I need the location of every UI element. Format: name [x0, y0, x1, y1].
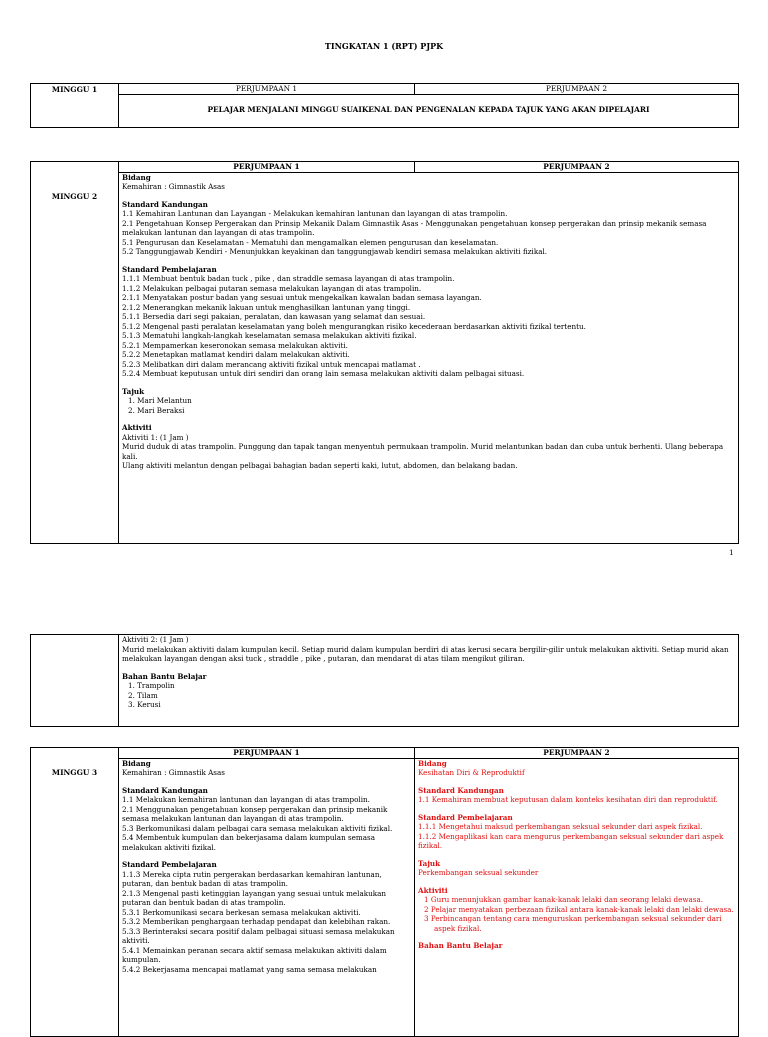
page-number: 1 — [729, 548, 734, 557]
list-item: Perkembangan seksual sekunder — [418, 868, 539, 878]
tajuk-section — [418, 859, 735, 878]
session-2-header: PERJUMPAAN 2 — [415, 748, 739, 759]
list-item: 2. Tilam — [128, 690, 158, 700]
week-label: MINGGU 2 — [31, 162, 119, 544]
standard-kandungan-heading: Standard Kandungan — [418, 785, 504, 795]
list-item: 1.1.3 Mereka cipta rutin pergerakan berdasarkan kemahiran lantunan, putaran, dan bentuk badan di atas trampolin. — [122, 869, 382, 889]
week3-table — [30, 747, 739, 1037]
session-1-content — [119, 758, 415, 1036]
standard-pembelajaran-section — [122, 860, 411, 974]
list-item: 5.1.1 Bersedia dari segi pakaian, peralatan, dan kawasan yang selamat dan sesuai. — [122, 312, 426, 322]
list-item: 1.1.2 Mengaplikasi kan cara mengurus perkembangan seksual sekunder dari aspek fizikal. — [418, 831, 724, 851]
week-label: MINGGU 1 — [31, 84, 119, 128]
list-item: 3 Perbincangan tentang cara menguruskan perkembangan seksual sekunder dari aspek fizikal. — [424, 914, 722, 933]
standard-kandungan-section — [122, 786, 411, 853]
bidang-heading: Bidang — [122, 758, 151, 768]
list-item: 2 Pelajar menyatakan perbezaan fizikal antara kanak-kanak lelaki dan lelaki dewasa. — [424, 904, 734, 914]
aktiviti-line: Aktiviti 2: (1 Jam ) — [122, 635, 189, 644]
week-cell-empty — [31, 635, 119, 727]
continuation-content — [119, 635, 739, 727]
list-item: 5.1.2 Mengenal pasti peralatan keselamatan yang boleh mengurangkan risiko kecederaan berdasarkan aktiviti fizikal tertentu. — [122, 321, 586, 331]
list-item: 5.2 Tanggungjawab Kendiri - Menunjukkan keyakinan dan tanggungjawab kendiri semasa melakukan aktiviti fizikal. — [122, 247, 548, 257]
session-1-header: PERJUMPAAN 1 — [119, 748, 415, 759]
list-item: 5.1 Pengurusan dan Keselamatan - Mematuhi dan mengamalkan elemen pengurusan dan keselamatan. — [122, 237, 499, 247]
list-item: 1.1 Kemahiran Lantunan dan Layangan - Melakukan kemahiran lantunan dan layangan di atas trampolin. — [122, 209, 508, 219]
list-item: 3. Kerusi — [128, 700, 161, 709]
tajuk-heading: Tajuk — [122, 386, 145, 396]
standard-pembelajaran-heading: Standard Pembelajaran — [122, 264, 217, 274]
list-item: 2.1.2 Menerangkan mekanik lakuan untuk menghasilkan lantunan yang tinggi. — [122, 302, 411, 312]
standard-pembelajaran-section — [122, 265, 735, 379]
list-item: 5.2.4 Membuat keputusan untuk diri sendiri dan orang lain semasa melakukan aktiviti dalam pelbagai situasi. — [122, 369, 525, 379]
list-item: 1.1.1 Membuat bentuk badan tuck , pike , dan straddle semasa layangan di atas trampolin. — [122, 274, 455, 284]
orientation-banner: PELAJAR MENJALANI MINGGU SUAIKENAL DAN PENGENALAN KEPADA TAJUK YANG AKAN DIPELAJARI — [119, 94, 739, 127]
bidang-section — [418, 759, 735, 778]
list-item: 5.3.1 Berkomunikasi secara berkesan semasa melakukan aktiviti. — [122, 907, 361, 917]
list-item: 5.2.3 Melibatkan diri dalam merancang aktiviti fizikal untuk mencapai matlamat . — [122, 359, 421, 369]
standard-pembelajaran-section — [418, 813, 735, 851]
tajuk-heading: Tajuk — [418, 858, 441, 868]
list-item: 1.1.2 Melakukan pelbagai putaran semasa melakukan layangan di atas trampolin. — [122, 283, 422, 293]
bidang-section — [122, 173, 735, 192]
week2-continuation-table — [30, 634, 739, 727]
aktiviti-section — [122, 423, 735, 471]
bidang-text: Kemahiran : Gimnastik Asas — [122, 768, 225, 778]
aktiviti-line: Aktiviti 1: (1 Jam ) — [122, 432, 189, 442]
list-item: 1 Guru menunjukkan gambar kanak-kanak lelaki dan seorang lelaki dewasa. — [424, 895, 704, 905]
bahan-bantu-section — [418, 941, 735, 951]
session-2-content — [415, 758, 739, 1036]
aktiviti-heading: Aktiviti — [418, 885, 448, 895]
list-item: 5.4.2 Bekerjasama mencapai matlamat yang sama semasa melakukan — [122, 964, 377, 974]
list-item: 5.3 Berkomunikasi dalam pelbagai cara semasa melakukan aktiviti fizikal. — [122, 823, 393, 833]
week2-table — [30, 161, 739, 544]
list-item: 5.3.2 Memberikan penghargaan terhadap pendapat dan kelebihan rakan. — [122, 917, 391, 927]
session-2-header: PERJUMPAAN 2 — [415, 162, 739, 173]
standard-kandungan-section — [122, 200, 735, 257]
aktiviti-line: Murid melakukan aktiviti dalam kumpulan kecil. Setiap murid dalam kumpulan berdiri di atas kerusi secara bergilir-gilir untuk melakukan aktiviti. Setiap murid akan melakukan layangan dengan aksi tuck , straddle , pike , putaran, dan mendarat di atas tilam mengikut giliran. — [122, 644, 729, 663]
list-item: 5.2.1 Mempamerkan keseronokan semasa melakukan aktiviti. — [122, 340, 348, 350]
list-item: 1. Trampolin — [128, 681, 175, 690]
list-item: 1.1 Melakukan kemahiran lantunan dan layangan di atas trampolin. — [122, 795, 370, 805]
list-item: 5.4.1 Memainkan peranan secara aktif semasa melakukan aktiviti dalam kumpulan. — [122, 945, 387, 965]
list-item: 1.1 Kemahiran membuat keputusan dalam konteks kesihatan diri dan reproduktif. — [418, 795, 718, 805]
tajuk-section — [122, 387, 735, 416]
bahan-bantu-section — [122, 672, 735, 710]
week1-table — [30, 83, 739, 128]
bidang-section — [122, 759, 411, 778]
standard-kandungan-heading: Standard Kandungan — [122, 785, 208, 795]
aktiviti-line: Ulang aktiviti melantun dengan pelbagai bahagian badan seperti kaki, lutut, abdomen, dan belakang badan. — [122, 461, 518, 471]
bahan-bantu-heading: Bahan Bantu Belajar — [418, 941, 503, 951]
aktiviti-line: Murid duduk di atas trampolin. Punggung dan tapak tangan menyentuh permukaan trampolin. Murid melantunkan badan dan cuba untuk berhenti. Ulang beberapa kali. — [122, 442, 724, 461]
aktiviti-heading: Aktiviti — [122, 423, 152, 433]
aktiviti-section — [418, 886, 735, 934]
list-item: 5.3.3 Berinteraksi secara positif dalam pelbagai situasi semasa melakukan aktiviti. — [122, 926, 395, 946]
standard-pembelajaran-heading: Standard Pembelajaran — [418, 812, 513, 822]
aktiviti-section — [122, 635, 735, 664]
bidang-heading: Bidang — [418, 758, 447, 768]
list-item: 2.1.1 Menyatakan postur badan yang sesuai untuk mengekalkan kawalan badan semasa layangan. — [122, 293, 482, 303]
bidang-heading: Bidang — [122, 172, 151, 182]
list-item: 2. Mari Beraksi — [128, 405, 185, 415]
bahan-bantu-heading: Bahan Bantu Belajar — [122, 671, 207, 681]
session-1-header: PERJUMPAAN 1 — [119, 162, 415, 173]
list-item: 5.4 Membentuk kumpulan dan bekerjasama dalam kumpulan semasa melakukan aktiviti fizikal. — [122, 833, 375, 852]
session-2-header: PERJUMPAAN 2 — [415, 84, 739, 95]
standard-pembelajaran-heading: Standard Pembelajaran — [122, 860, 217, 870]
list-item: 5.1.3 Mematuhi langkah-langkah keselamatan semasa melakukan aktiviti fizikal. — [122, 331, 417, 341]
bidang-text: Kesihatan Diri & Reproduktif — [418, 768, 525, 778]
session-1-header: PERJUMPAAN 1 — [119, 84, 415, 95]
standard-kandungan-section — [418, 786, 735, 805]
list-item: 2.1 Pengetahuan Konsep Pergerakan dan Prinsip Mekanik Dalam Gimnastik Asas - Menggunakan pengetahuan konsep pergerakan dan prinsip mekanik semasa melakukan lantunan dan layangan di atas trampolin. — [122, 218, 707, 238]
document-title: TINGKATAN 1 (RPT) PJPK — [324, 41, 444, 51]
bidang-text: Kemahiran : Gimnastik Asas — [122, 182, 225, 192]
list-item: 1.1.1 Mengetahui maksud perkembangan seksual sekunder dari aspek fizikal. — [418, 822, 703, 832]
week2-content — [119, 172, 739, 543]
standard-kandungan-heading: Standard Kandungan — [122, 199, 208, 209]
week-label: MINGGU 3 — [31, 748, 119, 1037]
list-item: 2.1 Menggunakan pengetahuan konsep pergerakan dan prinsip mekanik semasa melakukan lantunan dan layangan di atas trampolin. — [122, 804, 388, 824]
list-item: 1. Mari Melantun — [128, 396, 192, 406]
list-item: 5.2.2 Menetapkan matlamat kendiri dalam melakukan aktiviti. — [122, 350, 350, 360]
list-item: 2.1.3 Mengenal pasti ketinggian layangan yang sesuai untuk melakukan putaran dan bentuk badan di atas trampolin. — [122, 888, 387, 908]
